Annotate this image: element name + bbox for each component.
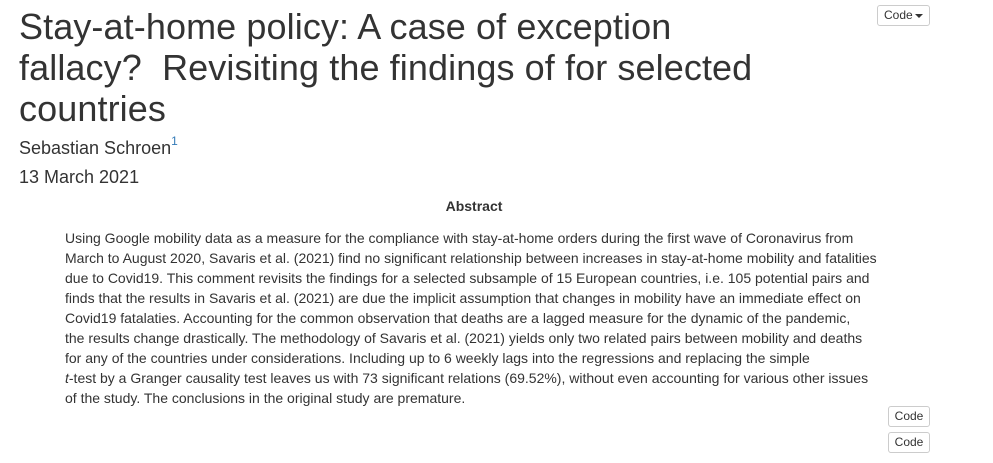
abstract-line: March to August 2020, Savaris et al. (2021) find no significant relationship between increases in stay-at-home mobility and fatalities xyxy=(65,250,877,266)
t-test-italic: t xyxy=(65,370,69,386)
code-button[interactable]: Code xyxy=(888,406,930,427)
caret-down-icon xyxy=(915,14,923,18)
author-footnote xyxy=(171,134,178,148)
code-dropdown-button[interactable] xyxy=(877,5,930,26)
code-button[interactable]: Code xyxy=(888,432,930,453)
abstract-line-text: -test by a Granger causality test leaves us with 73 significant relations (69.52%), without even accounting for various other issues xyxy=(68,370,869,386)
author-footnote-link[interactable]: 1 xyxy=(171,134,178,148)
abstract-line: due to Covid19. This comment revisits the findings for a selected subsample of 15 European countries, i.e. 105 potential pairs and xyxy=(65,270,870,286)
code-dropdown-label: Code xyxy=(884,8,913,22)
abstract-line: Using Google mobility data as a measure for the compliance with stay-at-home orders during the first wave of Coronavirus from xyxy=(65,230,854,246)
author xyxy=(19,136,178,160)
abstract-line: finds that the results in Savaris et al. (2021) are due the implicit assumption that changes in mobility have an immediate effect on xyxy=(65,290,861,306)
abstract-line: Covid19 fatalaties. Accounting for the common observation that deaths are a lagged measure for the dynamic of the pandemic, xyxy=(65,310,851,326)
abstract-heading: Abstract xyxy=(445,198,503,214)
date: 13 March 2021 xyxy=(19,167,140,187)
author-name: Sebastian Schroen xyxy=(19,138,172,158)
title-line-2: fallacy? Revisiting the findings of for selected xyxy=(19,47,753,88)
page-title xyxy=(19,6,859,129)
title-line-1: Stay-at-home policy: A case of exception xyxy=(19,6,672,47)
abstract-line: for any of the countries under considerations. Including up to 6 weekly lags into the regressions and replacing the simple xyxy=(65,350,810,366)
abstract-line xyxy=(65,368,895,388)
abstract-line: of the study. The conclusions in the original study are premature. xyxy=(65,390,466,406)
abstract-text xyxy=(65,228,895,408)
title-line-3: countries xyxy=(19,88,166,129)
abstract-line: the results change drastically. The methodology of Savaris et al. (2021) yields only two related pairs between mobility and deaths xyxy=(65,330,863,346)
